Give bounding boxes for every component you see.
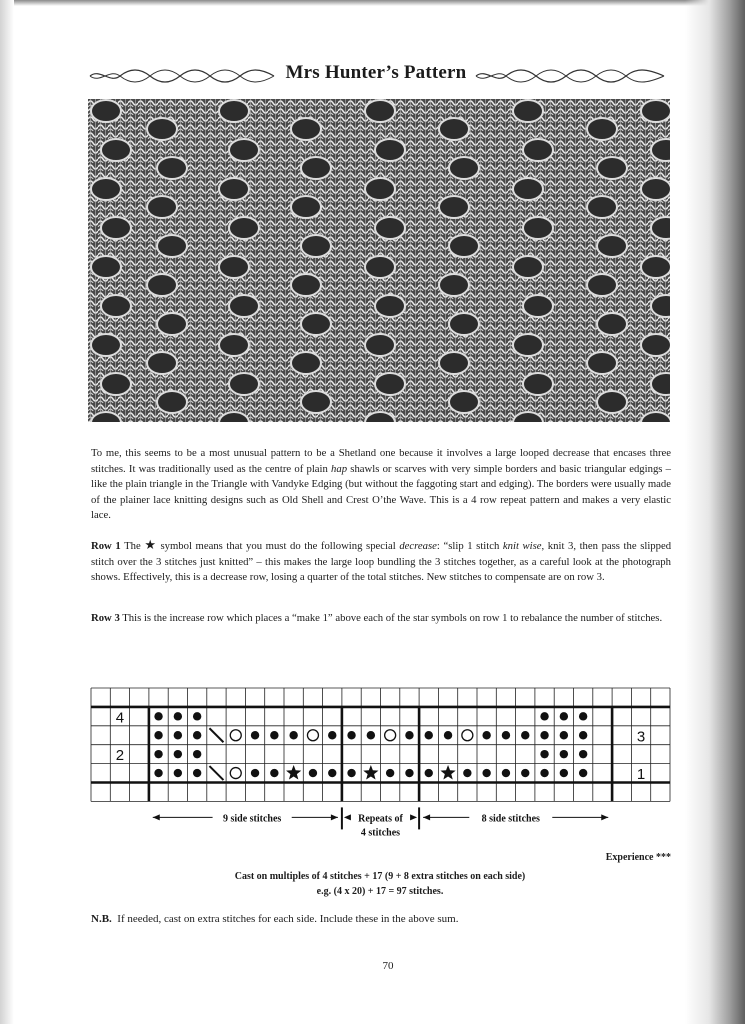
experience-rating: Experience *** [605, 852, 671, 863]
page-title: Mrs Hunter’s Pattern [285, 62, 467, 83]
row1-text-b: : “slip 1 stitch [436, 540, 500, 552]
lace-hole [375, 373, 405, 395]
knit-dot-icon [579, 769, 587, 777]
knit-dot-icon [579, 712, 587, 720]
decrease-slash-icon [209, 728, 223, 742]
knit-dot-icon [289, 731, 297, 739]
page-number: 70 [382, 960, 394, 972]
lace-hole [365, 334, 395, 356]
lace-hole [229, 217, 259, 239]
page-left-shadow [0, 0, 14, 1024]
lace-hole [449, 235, 479, 257]
knit-dot-icon [174, 750, 182, 758]
decrease-slash-icon [209, 766, 223, 780]
knit-dot-icon [270, 731, 278, 739]
lace-hole [597, 157, 627, 179]
lace-hole [587, 118, 617, 140]
lace-hole [439, 118, 469, 140]
knit-dot-icon [482, 731, 490, 739]
knit-dot-icon [502, 731, 510, 739]
star-icon: ★ [144, 537, 157, 552]
row1-text-a: symbol means that you must do the following special [160, 540, 396, 552]
row1-label: Row 1 [91, 540, 121, 552]
star-decrease-icon [286, 765, 301, 779]
lace-hole [157, 391, 187, 413]
lace-hole [291, 274, 321, 296]
lace-hole [219, 256, 249, 278]
lace-hole [157, 157, 187, 179]
lace-hole [219, 100, 249, 122]
lace-hole [597, 391, 627, 413]
lace-hole [229, 139, 259, 161]
lace-hole [449, 391, 479, 413]
lace-hole [301, 313, 331, 335]
row-label-left: 4 [115, 709, 125, 727]
lace-hole [147, 352, 177, 374]
lace-hole [291, 118, 321, 140]
right-arrow-icon [410, 814, 417, 820]
knit-dot-icon [560, 769, 568, 777]
knit-dot-icon [251, 731, 259, 739]
lace-hole [651, 217, 670, 239]
intro-text: To me, this seems to be a most unusual pattern to be a Shetland one because it involves a large looped decrease that encases three stitches. It was traditionally used as the centre of plain [91, 447, 671, 475]
yarn-over-ring-icon [462, 730, 473, 741]
lace-hole [523, 295, 553, 317]
knit-dot-icon [154, 750, 162, 758]
lace-hole [365, 256, 395, 278]
lace-hole [365, 100, 395, 122]
knit-dot-icon [154, 712, 162, 720]
knit-dot-icon [482, 769, 490, 777]
knit-dot-icon [193, 750, 201, 758]
knit-dot-icon [521, 731, 529, 739]
knit-dot-icon [270, 769, 278, 777]
lace-hole [523, 139, 553, 161]
lace-hole [365, 178, 395, 200]
lace-hole [597, 235, 627, 257]
lace-hole [587, 274, 617, 296]
row3-paragraph [91, 611, 671, 627]
lace-hole [513, 256, 543, 278]
lace-hole [229, 295, 259, 317]
left-arrow-icon [344, 814, 351, 820]
lace-hole [291, 196, 321, 218]
knit-dot-icon [560, 750, 568, 758]
knitting-chart-svg [0, 680, 745, 860]
lace-hole [587, 352, 617, 374]
knit-dot-icon [405, 769, 413, 777]
lace-hole [91, 256, 121, 278]
knit-dot-icon [309, 769, 317, 777]
row1-paragraph [91, 537, 671, 586]
knit-dot-icon [540, 769, 548, 777]
knit-dot-icon [425, 769, 433, 777]
lace-hole [641, 178, 670, 200]
lace-hole [513, 178, 543, 200]
lace-hole [101, 373, 131, 395]
right-flourish-icon [474, 68, 666, 84]
nb-text: If needed, cast on extra stitches for each side. Include these in the above sum. [117, 913, 459, 925]
knit-dot-icon [540, 731, 548, 739]
lace-hole [641, 256, 670, 278]
knit-dot-icon [521, 769, 529, 777]
knit-dot-icon [193, 769, 201, 777]
cast-on-line-2: e.g. (4 x 20) + 17 = 97 stitches. [316, 886, 444, 897]
lace-hole [91, 334, 121, 356]
lace-hole [147, 118, 177, 140]
lace-hole [439, 274, 469, 296]
lace-hole [301, 157, 331, 179]
lace-hole [439, 352, 469, 374]
lace-hole [375, 295, 405, 317]
lace-hole [597, 313, 627, 335]
knit-dot-icon [251, 769, 259, 777]
lace-hole [91, 100, 121, 122]
right-span-label: 8 side stitches [481, 813, 540, 825]
knit-dot-icon [560, 712, 568, 720]
lace-hole [301, 235, 331, 257]
knit-dot-icon [425, 731, 433, 739]
cast-on-line-1: Cast on multiples of 4 stitches + 17 (9 + 8 extra stitches on each side) [234, 871, 526, 882]
lace-hole [375, 139, 405, 161]
row1-text-c: , knit 3, then pass the slipped stitch over the 3 stitches just knitted” – this makes the large loop bundling the 3 stitches together, as a careful look at the photograph shows. Effectively, this is a decrease row, losing a quarter of the total stitches. New stitches to compensate are on row 3. [91, 540, 672, 583]
yarn-over-ring-icon [230, 768, 241, 779]
right-arrow-icon [331, 814, 338, 820]
lace-hole [157, 235, 187, 257]
lace-hole [587, 196, 617, 218]
knit-dot-icon [579, 731, 587, 739]
lace-hole [651, 373, 670, 395]
knit-dot-icon [502, 769, 510, 777]
left-flourish-icon [88, 68, 276, 84]
lace-hole [101, 217, 131, 239]
row-label-left: 2 [115, 747, 125, 765]
lace-hole [513, 334, 543, 356]
yarn-over-ring-icon [230, 730, 241, 741]
star-decrease-icon [440, 765, 455, 779]
cast-on-instructions [180, 869, 580, 899]
row-label-right: 3 [636, 728, 646, 746]
page-right-shadow [685, 0, 745, 1024]
intro-hap: hap [331, 462, 348, 475]
page-header [88, 60, 668, 90]
lace-hole [641, 334, 670, 356]
lace-hole [651, 295, 670, 317]
row-label-right: 1 [636, 766, 646, 784]
knit-dot-icon [328, 769, 336, 777]
knit-dot-icon [193, 712, 201, 720]
lace-hole [147, 196, 177, 218]
lace-hole [147, 274, 177, 296]
lace-hole [291, 352, 321, 374]
yarn-over-ring-icon [385, 730, 396, 741]
knit-dot-icon [405, 731, 413, 739]
knit-dot-icon [154, 769, 162, 777]
row3-label: Row 3 [91, 612, 120, 624]
knit-dot-icon [174, 731, 182, 739]
knit-dot-icon [579, 750, 587, 758]
row1-the: The [124, 540, 141, 552]
lace-hole [449, 157, 479, 179]
knitting-chart [0, 680, 745, 860]
lace-hole [641, 100, 670, 122]
knit-dot-icon [154, 731, 162, 739]
knit-dot-icon [367, 731, 375, 739]
left-arrow-icon [153, 814, 160, 820]
lace-photograph [88, 99, 670, 422]
knit-dot-icon [560, 731, 568, 739]
lace-hole [91, 178, 121, 200]
lace-hole [523, 217, 553, 239]
lace-hole [101, 295, 131, 317]
knit-dot-icon [174, 712, 182, 720]
knit-dot-icon [540, 712, 548, 720]
star-decrease-icon [363, 765, 378, 779]
knit-dot-icon [463, 769, 471, 777]
nb-label: N.B. [91, 913, 112, 925]
lace-hole [449, 313, 479, 335]
knit-dot-icon [174, 769, 182, 777]
lace-hole [229, 373, 259, 395]
right-arrow-icon [601, 814, 608, 820]
row1-knitwise: knit wise [502, 540, 542, 552]
middle-span-label-2: 4 stitches [360, 827, 401, 839]
row3-text: This is the increase row which places a “make 1” above each of the star symbols on row 1 to rebalance the number of stitches. [122, 612, 663, 624]
middle-span-label: Repeats of [358, 813, 403, 825]
lace-hole [651, 139, 670, 161]
knit-dot-icon [386, 769, 394, 777]
knit-dot-icon [540, 750, 548, 758]
lace-hole [219, 334, 249, 356]
lace-hole [157, 313, 187, 335]
lace-hole [101, 139, 131, 161]
knitted-lace-photo-icon [88, 99, 670, 422]
knit-dot-icon [347, 731, 355, 739]
lace-hole [219, 178, 249, 200]
intro-paragraph [91, 446, 671, 524]
knit-dot-icon [347, 769, 355, 777]
left-span-label: 9 side stitches [222, 813, 282, 825]
knit-dot-icon [444, 731, 452, 739]
lace-hole [439, 196, 469, 218]
left-arrow-icon [423, 814, 430, 820]
lace-hole [513, 100, 543, 122]
page-top-shadow [0, 0, 745, 6]
row1-decrease: decrease [399, 540, 437, 552]
knit-dot-icon [328, 731, 336, 739]
intro-text-2: shawls or scarves with very simple borders and basic triangular edgings – like the plain triangle in the Triangle with Vandyke Edging (but without the faggoting start and edging). The borders were usually made of the plainer lace knitting designs such as Old Shell and Crest O’the Wave. This is a 4 row repeat pattern and makes a very elastic lace. [91, 462, 671, 521]
yarn-over-ring-icon [307, 730, 318, 741]
lace-hole [301, 391, 331, 413]
lace-hole [523, 373, 553, 395]
lace-hole [375, 217, 405, 239]
knit-dot-icon [193, 731, 201, 739]
nb-note [91, 913, 458, 925]
